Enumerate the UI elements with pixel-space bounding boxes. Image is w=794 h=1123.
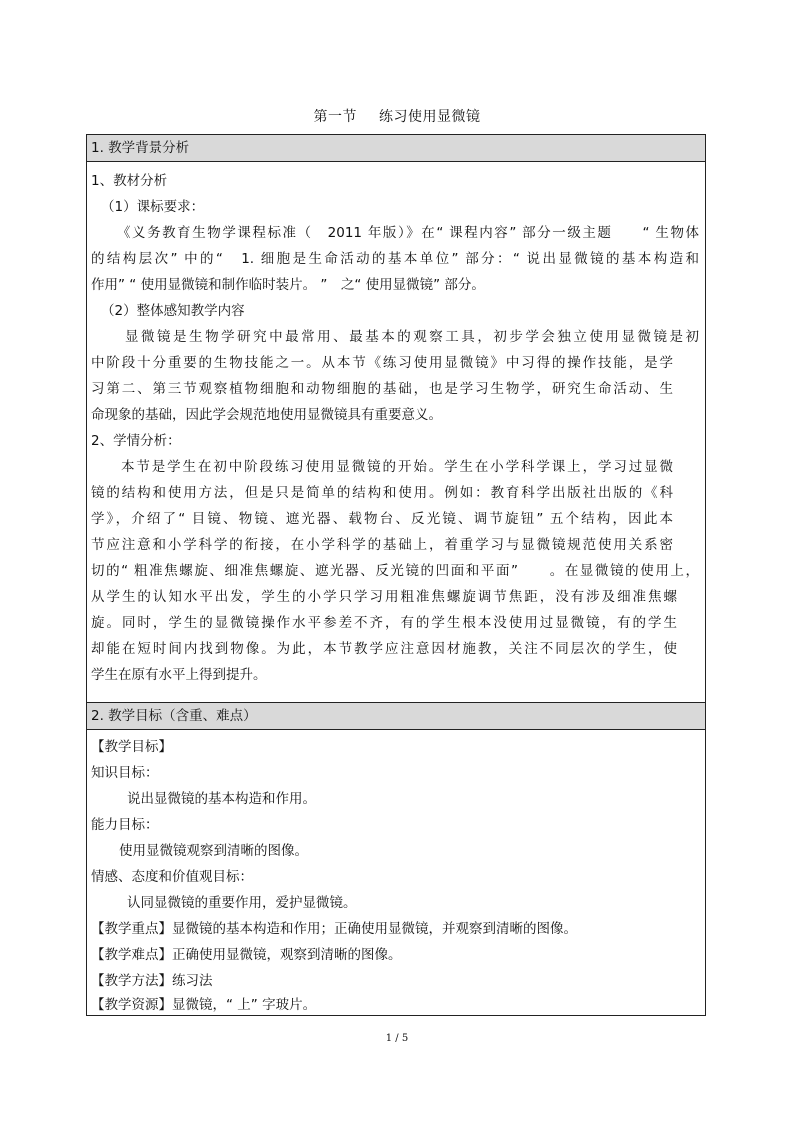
text-line: 镜的结构和使用方法，但是只是简单的结构和使用。例如：教育科学出版社出版的《科 — [91, 485, 673, 501]
text-line: 情感、态度和价值观目标： — [91, 869, 253, 885]
text-line: 【教学难点】正确使用显微镜，观察到清晰的图像。 — [91, 947, 402, 963]
text-line: 认同显微镜的重要作用，爱护显微镜。 — [127, 895, 357, 911]
text-line: 显微镜是生物学研究中最常用、最基本的观察工具，初步学会独立使用显微镜是初 — [125, 329, 699, 345]
text-line: 旋。同时，学生的显微镜操作水平参差不齐，有的学生根本没使用过显微镜，有的学生 — [91, 615, 677, 631]
text-line: 作用” “ 使用显微镜和制作临时装片。 ” 之“ 使用显微镜” 部分。 — [91, 277, 485, 293]
text-line: 切的“ 粗准焦螺旋、细准焦螺旋、遮光器、反光镜的凹面和平面” 。在显微镜的使用上， — [91, 563, 699, 579]
text-line: 【教学目标】 — [91, 739, 172, 755]
section-title: 练习使用显微镜 — [379, 109, 481, 125]
page-number: 1 / 5 — [385, 1033, 409, 1044]
section-header-objectives: 2. 教学目标（含重、难点） — [87, 702, 705, 730]
text-line: （2）整体感知教学内容 — [101, 303, 245, 319]
page-title — [0, 106, 794, 126]
text-line: 学生在原有水平上得到提升。 — [91, 667, 267, 683]
text-line: 中阶段十分重要的生物技能之一。从本节《练习使用显微镜》中习得的操作技能，是学 — [91, 355, 673, 371]
text-line: 能力目标： — [91, 817, 159, 833]
lesson-plan-table — [86, 134, 706, 1016]
section-header-background: 1. 教学背景分析 — [87, 135, 705, 162]
text-line: 节应注意和小学科学的衔接，在小学科学的基础上，着重学习与显微镜规范使用关系密 — [91, 537, 673, 553]
text-line: 本节是学生在初中阶段练习使用显微镜的开始。学生在小学科学课上，学习过显微 — [121, 459, 673, 475]
text-line: 习第二、第三节观察植物细胞和动物细胞的基础，也是学习生物学，研究生命活动、生 — [91, 381, 673, 397]
text-line: 从学生的认知水平出发，学生的小学只学习用粗准焦螺旋调节焦距，没有涉及细准焦螺 — [91, 589, 677, 605]
text-line: 说出显微镜的基本构造和作用。 — [127, 791, 316, 807]
text-line: 【教学方法】练习法 — [91, 973, 213, 989]
text-line: （1）课标要求： — [101, 199, 205, 215]
text-line: 【教学重点】显微镜的基本构造和作用；正确使用显微镜，并观察到清晰的图像。 — [91, 921, 577, 937]
text-line: 【教学资源】显微镜，“ 上” 字玻片。 — [91, 997, 317, 1013]
text-line: 学》，介绍了“ 目镜、物镜、遮光器、载物台、反光镜、调节旋钮” 五个结构，因此本 — [91, 511, 673, 527]
text-line: 的结构层次” 中的“ 1. 细胞是生命活动的基本单位” 部分：“ 说出显微镜的基本构造和 — [91, 251, 699, 267]
text-line: 命现象的基础，因此学会规范地使用显微镜具有重要意义。 — [91, 407, 442, 423]
text-line: 却能在短时间内找到物像。为此，本节教学应注意因材施教，关注不同层次的学生，使 — [91, 641, 677, 657]
text-line: 2、学情分析： — [91, 433, 181, 449]
text-line: 1、教材分析 — [91, 173, 168, 189]
text-line: 知识目标： — [91, 765, 159, 781]
text-line: 使用显微镜观察到清晰的图像。 — [119, 843, 308, 859]
text-line: 《义务教育生物学课程标准（ 2011 年版）》在“ 课程内容” 部分一级主题 “ 生物体 — [117, 225, 699, 241]
section-number: 第一节 — [313, 109, 357, 125]
